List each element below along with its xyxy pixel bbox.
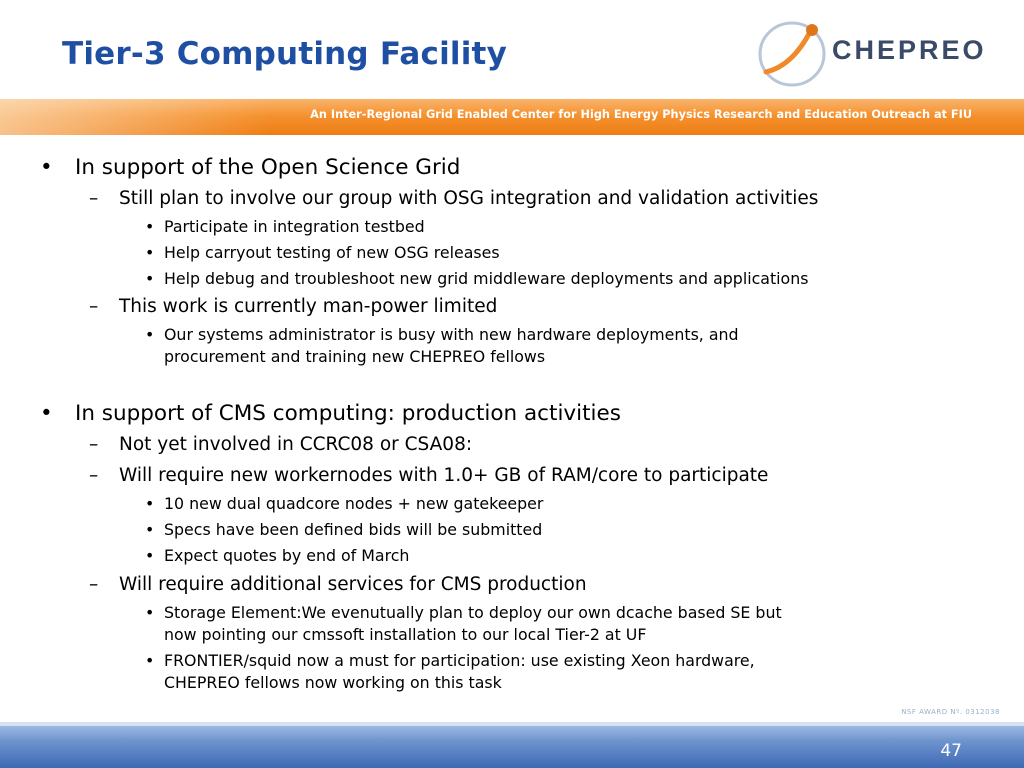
sub-bullet-workernodes: – Will require new workernodes with 1.0+ GB of RAM/core to participate [89,465,769,486]
bullet-dot-icon: • [145,546,155,565]
nsf-award: NSF AWARD Nº. 0312038 [901,708,1000,716]
sub-bullet-services: – Will require additional services for CMS production [89,574,587,595]
dash-icon: – [89,188,99,209]
bullet-dot-icon: • [145,520,155,539]
item-integration-testbed: • Participate in integration testbed [145,217,425,236]
footer-band [0,722,1024,768]
sub-bullet-osg-plan: – Still plan to involve our group with OSG integration and validation activities [89,188,819,209]
item-frontier-squid: • FRONTIER/squid now a must for participation: use existing Xeon hardware, [145,651,755,670]
bullet-dot-icon: • [145,651,155,670]
bullet-dot-icon: • [40,401,53,426]
item-sysadmin-busy: • Our systems administrator is busy with new hardware deployments, and [145,325,739,344]
item-testing-releases: • Help carryout testing of new OSG releases [145,243,500,262]
dash-icon: – [89,296,99,317]
item-storage-element: • Storage Element:We evenutually plan to deploy our own dcache based SE but [145,603,782,622]
sub-bullet-manpower: – This work is currently man-power limited [89,296,498,317]
item-frontier-squid-cont: CHEPREO fellows now working on this task [164,673,502,692]
bullet-dot-icon: • [40,155,53,180]
bullet-dot-icon: • [145,494,155,513]
item-debug-middleware: • Help debug and troubleshoot new grid middleware deployments and applications [145,269,809,288]
item-expect-quotes: • Expect quotes by end of March [145,546,410,565]
bullet-dot-icon: • [145,243,155,262]
item-storage-element-cont: now pointing our cmssoft installation to our local Tier-2 at UF [164,625,647,644]
page-number: 47 [940,741,962,761]
header-tagline: An Inter-Regional Grid Enabled Center for High Energy Physics Research and Education Outreach at FIU [310,108,972,121]
bullet-dot-icon: • [145,325,155,344]
bullet-osg: • In support of the Open Science Grid [40,155,461,180]
logo-text: CHEPREO [832,35,987,65]
dash-icon: – [89,434,99,455]
item-specs-defined: • Specs have been defined bids will be submitted [145,520,543,539]
bullet-cms: • In support of CMS computing: production activities [40,401,621,426]
slide-title: Tier-3 Computing Facility [62,36,507,72]
dash-icon: – [89,465,99,486]
sub-bullet-ccrc: – Not yet involved in CCRC08 or CSA08: [89,434,473,455]
bullet-dot-icon: • [145,217,155,236]
dash-icon: – [89,574,99,595]
item-sysadmin-busy-cont: procurement and training new CHEPREO fellows [164,347,546,366]
bullet-dot-icon: • [145,603,155,622]
item-quadcore-nodes: • 10 new dual quadcore nodes + new gatekeeper [145,494,544,513]
bullet-dot-icon: • [145,269,155,288]
